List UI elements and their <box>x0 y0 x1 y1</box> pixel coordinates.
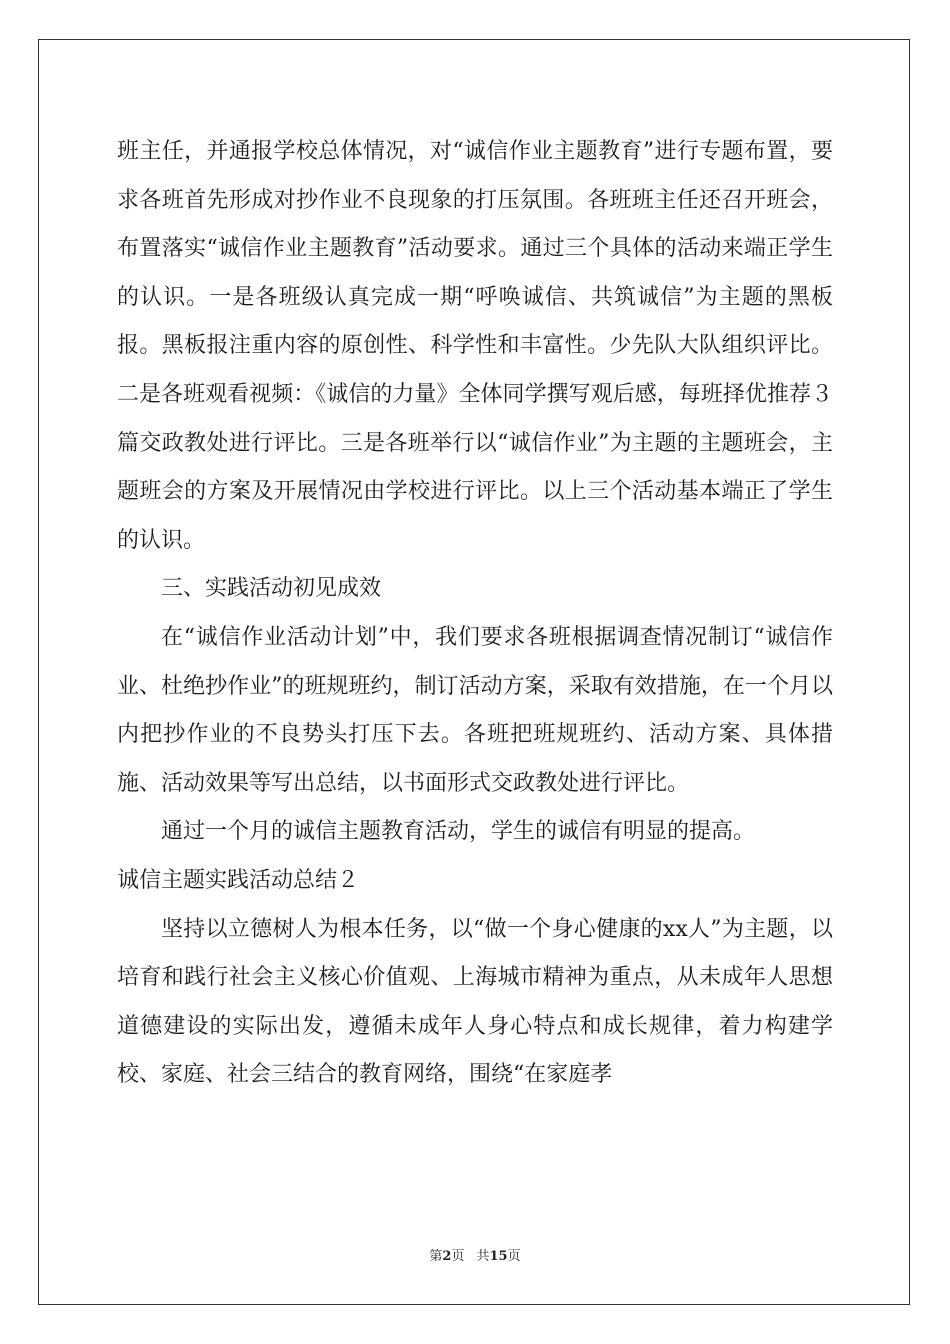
total-suffix: 页 <box>507 1249 521 1264</box>
total-prefix: 共 <box>476 1249 490 1264</box>
page-prefix: 第 <box>429 1249 443 1264</box>
document-body <box>117 128 833 1100</box>
paragraph-result: 通过一个月的诚信主题教育活动，学生的诚信有明显的提高。 <box>161 819 756 845</box>
current-page-number: 2 <box>442 1249 452 1264</box>
total-page-count: 15 <box>489 1249 508 1264</box>
page-footer <box>0 1245 950 1264</box>
section-heading-3: 三、实践活动初见成效 <box>161 576 382 602</box>
paragraph-continuation: 班主任，并通报学校总体情况，对“诚信作业主题教育”进行专题布置，要求各班首先形成对抄作业不良现象的打压氛围。各班班主任还召开班会，布置落实“诚信作业主题教育”活动要求。通过三个具体的活动来端正学生的认识。一是各班级认真完成一期“呼唤诚信、共筑诚信”为主题的黑板报。黑板报注重内容的原创性、科学性和丰富性。少先队大队组织评比。二是各班观看视频：《诚信的力量》全体同学撰写观后感，每班择优推荐３篇交政教处进行评比。三是各班举行以“诚信作业”为主题的主题班会，主题班会的方案及开展情况由学校进行评比。以上三个活动基本端正了学生的认识。 <box>117 139 833 553</box>
document-title-2: 诚信主题实践活动总结２ <box>117 867 360 893</box>
page-suffix: 页 <box>451 1249 465 1264</box>
paragraph-activity-plan: 在“诚信作业活动计划”中，我们要求各班根据调查情况制订“诚信作业、杜绝抄作业”的班规班约，制订活动方案，采取有效措施，在一个月以内把抄作业的不良势头打压下去。各班把班规班约、活动方案、具体措施、活动效果等写出总结，以书面形式交政教处进行评比。 <box>117 624 833 796</box>
paragraph-intro: 坚持以立德树人为根本任务，以“做一个身心健康的xx人”为主题，以培育和践行社会主义核心价值观、上海城市精神为重点，从未成年人思想道德建设的实际出发，遵循未成年人身心特点和成长规律，着力构建学校、家庭、社会三结合的教育网络，围绕“在家庭孝 <box>117 916 833 1088</box>
